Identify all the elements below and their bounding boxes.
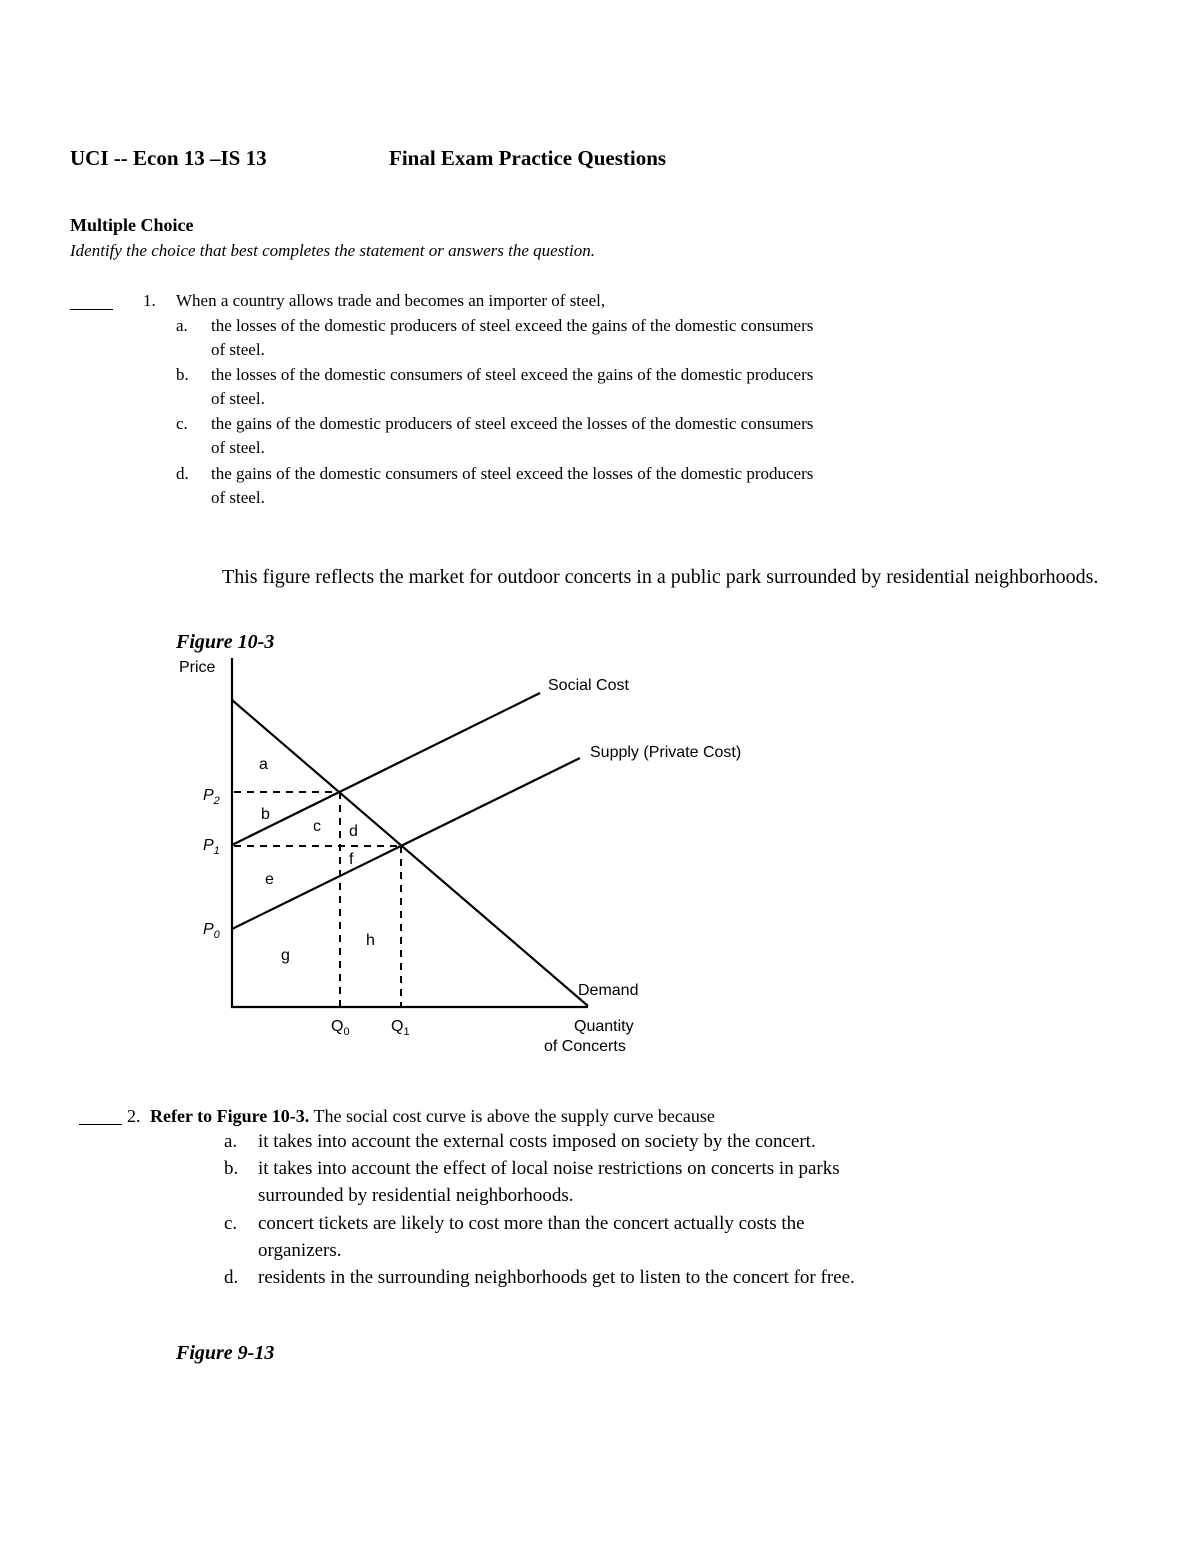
option-letter: b. (176, 365, 189, 384)
option-letter: d. (224, 1267, 239, 1288)
exam-title: Final Exam Practice Questions (389, 146, 667, 170)
question-stem (150, 1103, 715, 1130)
x-axis-label: Quantity (574, 1018, 634, 1035)
option-text: of steel. (211, 488, 265, 507)
option-text: the losses of the domestic consumers of steel exceed the gains of the domestic producers (211, 365, 814, 384)
area-label: f (349, 851, 354, 868)
option-text: it takes into account the external costs imposed on society by the concert. (258, 1131, 816, 1152)
option-letter: b. (224, 1158, 239, 1179)
figure-reference: Refer to Figure 10-3. (150, 1106, 310, 1126)
option-text: surrounded by residential neighborhoods. (258, 1185, 574, 1206)
course-title: UCI -- Econ 13 –IS 13 (70, 146, 267, 170)
supply-curve (232, 758, 580, 929)
option-text: it takes into account the effect of local noise restrictions on concerts in parks (258, 1158, 840, 1179)
quantity-label-q1: $Q_1$ (391, 1018, 410, 1038)
answer-blank-2[interactable] (79, 1108, 122, 1125)
area-label: a (259, 756, 268, 773)
option-letter: c. (224, 1213, 238, 1234)
y-axis-label: Price (179, 659, 216, 676)
x-axis-label: of Concerts (544, 1038, 626, 1055)
option-text: residents in the surrounding neighborhoods get to listen to the concert for free. (258, 1267, 855, 1288)
quantity-label-q0: $Q_0$ (331, 1018, 350, 1038)
section-instructions: Identify the choice that best completes the statement or answers the question. (70, 241, 595, 260)
figure-label-2: Figure 9-13 (176, 1342, 275, 1364)
demand-label: Demand (578, 982, 639, 999)
question-number: 2. (127, 1106, 141, 1126)
price-label-p1: $P_1$ (203, 837, 220, 857)
social-cost-curve (232, 693, 540, 845)
option-text: the losses of the domestic producers of steel exceed the gains of the domestic consumers (211, 316, 814, 335)
option-letter: a. (176, 316, 188, 335)
option-text: of steel. (211, 438, 265, 457)
option-text: of steel. (211, 389, 265, 408)
option-text: of steel. (211, 340, 265, 359)
option-text: the gains of the domestic consumers of steel exceed the losses of the domestic producers (211, 464, 814, 483)
question-stem-text: The social cost curve is above the supply curve because (309, 1106, 715, 1126)
social-cost-label: Social Cost (548, 677, 629, 694)
option-text: concert tickets are likely to cost more than the concert actually costs the (258, 1213, 805, 1234)
option-text: organizers. (258, 1240, 342, 1261)
option-letter: d. (176, 464, 189, 483)
price-label-p0: $P_0$ (203, 921, 220, 941)
option-text: the gains of the domestic producers of steel exceed the losses of the domestic consumers (211, 414, 814, 433)
price-label-p2: $P_2$ (203, 787, 220, 807)
supply-label: Supply (Private Cost) (590, 744, 742, 761)
question-number: 1. (143, 291, 156, 310)
area-label: c (313, 818, 321, 835)
area-label: g (281, 947, 290, 964)
question-stem: When a country allows trade and becomes an importer of steel, (176, 291, 606, 310)
section-title: Multiple Choice (70, 215, 194, 235)
area-label: h (366, 932, 375, 949)
option-letter: c. (176, 414, 188, 433)
figure-label: Figure 10-3 (176, 631, 275, 653)
area-label: e (265, 871, 274, 888)
figure-intro: This figure reflects the market for outdoor concerts in a public park surrounded by residential neighborhoods. (222, 566, 1099, 588)
area-label: b (261, 806, 270, 823)
option-letter: a. (224, 1131, 238, 1152)
area-label: d (349, 823, 358, 840)
